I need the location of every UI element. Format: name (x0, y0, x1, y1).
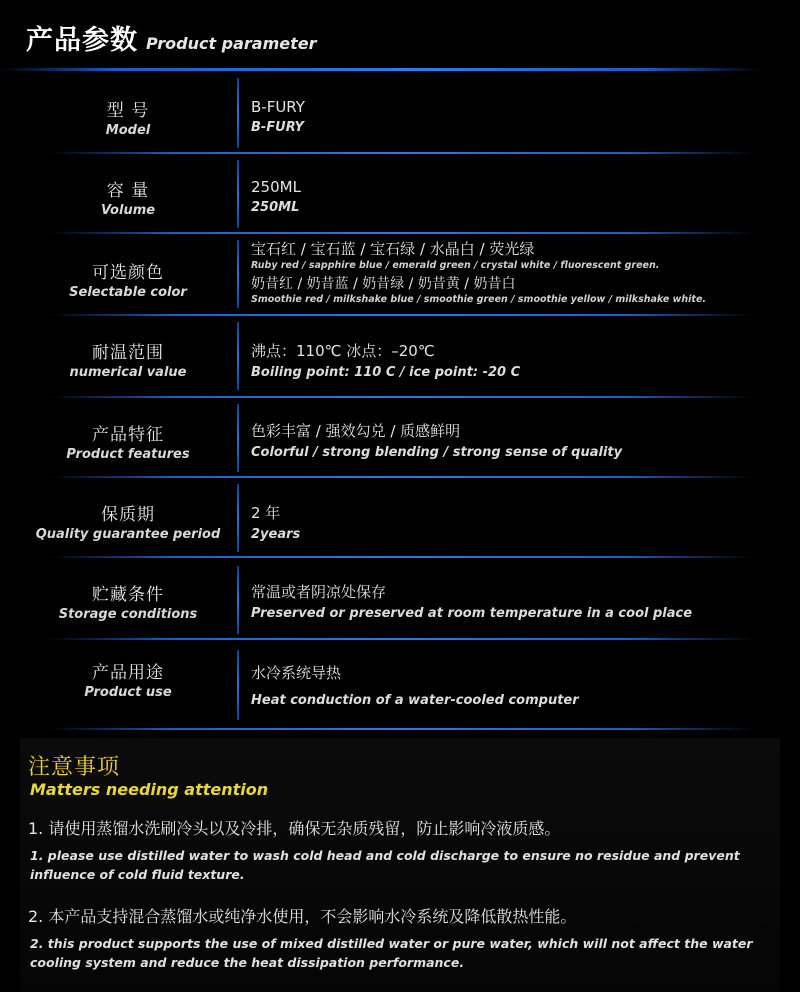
row-divider-vertical (237, 78, 239, 148)
param-value-cn: 沸点：110℃ 冰点：–20℃ (251, 342, 435, 360)
param-label-cn: 贮藏条件 (92, 585, 164, 605)
param-label-temperature (20, 338, 236, 380)
row-divider-vertical (237, 566, 239, 634)
param-label-en: Quality guarantee period (35, 527, 221, 542)
param-value-en: Heat conduction of a water-cooled computer (251, 693, 579, 708)
header-divider (0, 68, 760, 71)
param-value-temperature (251, 340, 520, 380)
param-value-model (251, 98, 305, 135)
attention-note-cn: 1. 请使用蒸馏水洗刷冷头以及冷排，确保无杂质残留，防止影响冷液质感。 (28, 819, 561, 838)
param-value-cn: B-FURY (251, 98, 305, 116)
param-value-en: 2years (251, 527, 301, 542)
param-value-cn: 色彩丰富 / 强效勾兑 / 质感鲜明 (251, 422, 461, 440)
param-value-en: 250ML (251, 200, 300, 215)
param-label-en: Product features (66, 447, 190, 462)
param-value-use (251, 662, 579, 708)
param-label-color (20, 258, 236, 300)
param-label-cn: 产品特征 (92, 425, 164, 445)
attention-note-cn: 2. 本产品支持混合蒸馏水或纯净水使用，不会影响水冷系统及降低散热性能。 (28, 907, 577, 926)
param-value-volume (251, 178, 301, 215)
param-label-volume (20, 176, 236, 218)
param-value-cn: 250ML (251, 178, 301, 196)
row-divider-vertical (237, 160, 239, 228)
param-label-cn: 容 量 (106, 181, 150, 201)
param-value-color (251, 238, 706, 305)
attention-title-en: Matters needing attention (30, 780, 269, 799)
param-label-guarantee (20, 500, 236, 542)
param-value-cn: 2 年 (251, 504, 281, 522)
param-value-cn: 常温或者阴凉处保存 (251, 583, 387, 601)
param-value-en: Boiling point: 110 C / ice point: -20 C (251, 365, 521, 380)
param-label-cn: 型 号 (106, 101, 150, 121)
page-title-en: Product parameter (146, 34, 317, 53)
attention-title-cn: 注意事项 (28, 755, 121, 780)
param-value-storage (251, 581, 692, 621)
param-label-use (20, 658, 236, 700)
param-label-en: Volume (100, 203, 156, 218)
row-divider-vertical (237, 484, 239, 552)
param-value-en: B-FURY (251, 120, 304, 135)
param-label-cn: 产品用途 (92, 663, 164, 683)
row-separator (48, 396, 753, 398)
param-value-en: Ruby red / sapphire blue / emerald green / crystal white / fluorescent green. (251, 260, 660, 271)
param-label-cn: 耐温范围 (92, 343, 164, 363)
row-divider-vertical (237, 404, 239, 472)
param-label-en: Storage conditions (58, 607, 198, 622)
param-value-cn-secondary: 奶昔红 / 奶昔蓝 / 奶昔绿 / 奶昔黄 / 奶昔白 (251, 276, 516, 292)
param-label-en: numerical value (69, 365, 187, 380)
param-label-en: Selectable color (69, 285, 187, 300)
param-label-model (20, 96, 236, 138)
row-separator (48, 152, 753, 154)
param-label-cn: 保质期 (101, 505, 155, 525)
param-label-storage (20, 580, 236, 622)
param-value-en: Preserved or preserved at room temperature in a cool place (251, 606, 693, 621)
page-header (26, 18, 317, 58)
row-separator (48, 232, 753, 234)
param-label-en: Product use (84, 685, 172, 700)
attention-note-en: 2. this product supports the use of mixed distilled water or pure water, which will not affect the water cooling system and reduce the heat dissipation performance. (30, 936, 753, 970)
row-divider-vertical (237, 240, 239, 308)
param-value-en-secondary: Smoothie red / milkshake blue / smoothie green / smoothie yellow / milkshake white. (251, 294, 707, 305)
page-title-cn: 产品参数 (26, 25, 138, 56)
row-separator (48, 638, 753, 640)
param-label-en: Model (105, 123, 151, 138)
row-divider-vertical (237, 322, 239, 390)
param-value-guarantee (251, 502, 300, 542)
param-value-cn: 水冷系统导热 (251, 664, 342, 682)
param-label-features (20, 420, 236, 462)
row-divider-vertical (237, 650, 239, 720)
param-value-en: Colorful / strong blending / strong sense of quality (251, 445, 623, 460)
row-separator (48, 728, 753, 730)
row-separator (48, 476, 753, 478)
attention-note-en: 1. please use distilled water to wash cold head and cold discharge to ensure no residue and prevent influence of cold fluid texture. (30, 848, 740, 882)
param-label-cn: 可选颜色 (92, 263, 164, 283)
param-value-cn: 宝石红 / 宝石蓝 / 宝石绿 / 水晶白 / 荧光绿 (251, 240, 535, 258)
row-separator (48, 314, 753, 316)
param-value-features (251, 420, 622, 460)
row-separator (48, 556, 753, 558)
